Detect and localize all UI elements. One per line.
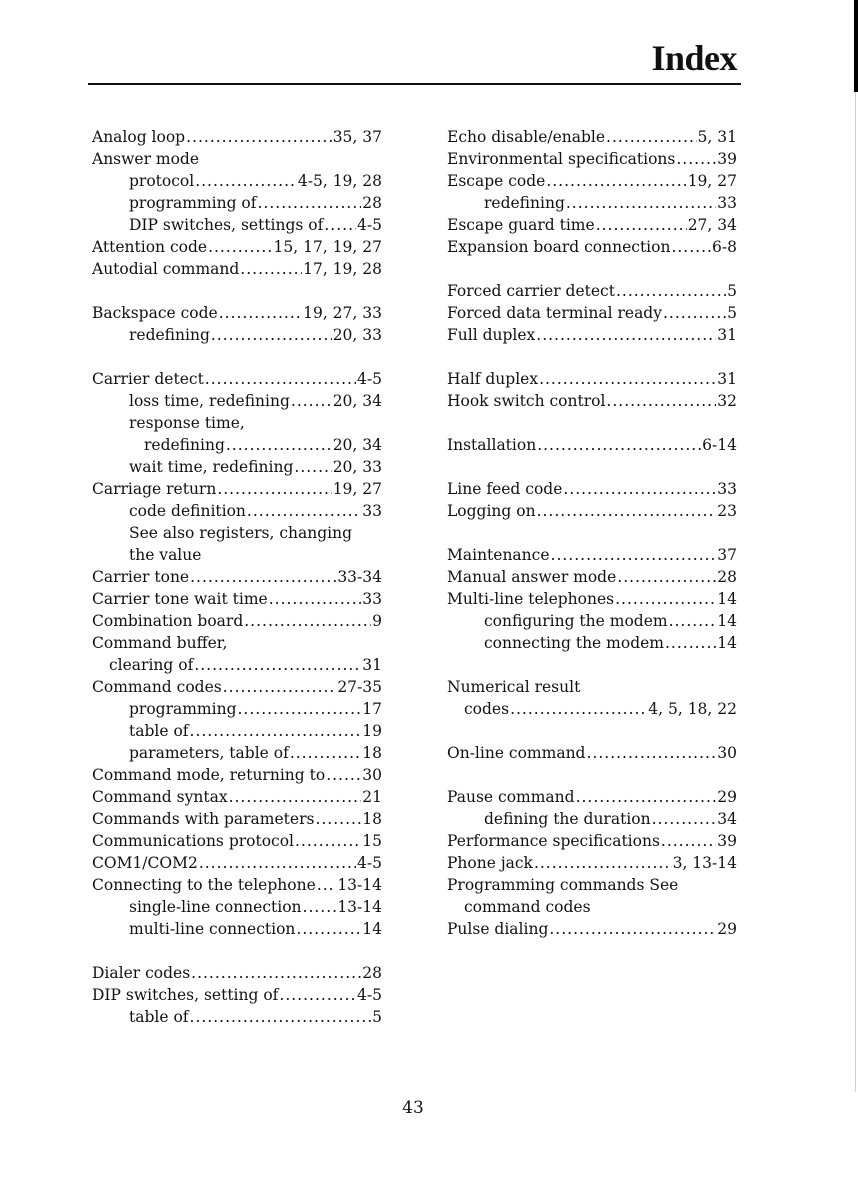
entry-pages: 21 — [362, 788, 382, 806]
leader-dots — [606, 126, 697, 148]
entry-pages: 19 — [362, 722, 382, 740]
entry-pages: 28 — [717, 568, 737, 586]
index-entry — [447, 170, 737, 192]
leader-dots — [534, 852, 672, 874]
index-subentry — [92, 390, 382, 412]
entry-pages: 32 — [717, 392, 737, 410]
index-entry — [447, 500, 737, 522]
index-entry — [447, 830, 737, 852]
entry-pages: 37 — [717, 546, 737, 564]
index-entry — [92, 764, 382, 786]
leader-dots — [563, 478, 716, 500]
leader-dots — [190, 566, 336, 588]
group-gap — [92, 940, 382, 962]
leader-dots — [223, 676, 337, 698]
entry-pages: 33 — [717, 480, 737, 498]
entry-pages: 4, 5, 18, 22 — [648, 700, 737, 718]
entry-pages: 4-5 — [357, 854, 382, 872]
leader-dots — [294, 456, 331, 478]
entry-term: Analog loop — [92, 128, 186, 146]
index-entry — [92, 676, 382, 698]
leader-dots — [226, 434, 332, 456]
page-number: 43 — [402, 1098, 424, 1118]
entry-pages: 15, 17, 19, 27 — [273, 238, 382, 256]
group-gap — [92, 346, 382, 368]
entry-term: codes — [464, 700, 510, 718]
entry-term: Attention code — [92, 238, 208, 256]
index-entry — [447, 478, 737, 500]
entry-pages: 33 — [362, 502, 382, 520]
index-subentry — [92, 742, 382, 764]
leader-dots — [244, 610, 371, 632]
index-subentry — [447, 632, 737, 654]
index-subentry — [447, 896, 737, 918]
index-subentry — [447, 808, 737, 830]
leader-dots — [652, 808, 717, 830]
leader-dots — [190, 1006, 372, 1028]
header-rule — [88, 83, 741, 85]
leader-dots — [586, 742, 716, 764]
index-entry — [92, 632, 382, 654]
index-entry — [92, 786, 382, 808]
entry-pages: 31 — [362, 656, 382, 674]
index-entry — [447, 324, 737, 346]
leader-dots — [186, 126, 332, 148]
entry-term: multi-line connection — [129, 920, 296, 938]
entry-term: parameters, table of — [129, 744, 289, 762]
index-subentry — [92, 456, 382, 478]
index-entry — [92, 874, 382, 896]
index-subentry — [92, 412, 382, 434]
entry-pages: 20, 33 — [332, 458, 382, 476]
index-entry — [447, 434, 737, 456]
index-entry — [447, 852, 737, 874]
entry-term: command codes — [464, 898, 591, 916]
index-subentry — [92, 500, 382, 522]
entry-term: configuring the modem — [484, 612, 668, 630]
entry-pages: 9 — [372, 612, 382, 630]
leader-dots — [661, 830, 716, 852]
index-entry — [92, 258, 382, 280]
entry-pages: 17, 19, 28 — [303, 260, 382, 278]
group-gap — [447, 456, 737, 478]
entry-pages: 6-8 — [712, 238, 737, 256]
leader-dots — [190, 720, 362, 742]
index-entry — [447, 544, 737, 566]
leader-dots — [247, 500, 361, 522]
entry-term: DIP switches, setting of — [92, 986, 279, 1004]
leader-dots — [324, 214, 356, 236]
index-entry — [447, 236, 737, 258]
entry-pages: 14 — [717, 590, 737, 608]
entry-pages: 19, 27 — [687, 172, 737, 190]
entry-pages: 14 — [362, 920, 382, 938]
entry-term: Pause command — [447, 788, 575, 806]
leader-dots — [663, 302, 726, 324]
leader-dots — [195, 170, 297, 192]
entry-pages: 18 — [362, 810, 382, 828]
entry-term: Environmental specifications — [447, 150, 676, 168]
leader-dots — [199, 852, 356, 874]
entry-pages: 23 — [717, 502, 737, 520]
leader-dots — [676, 148, 716, 170]
index-subentry — [92, 654, 382, 676]
entry-term: loss time, redefining — [129, 392, 290, 410]
entry-pages: 13-14 — [337, 876, 382, 894]
index-entry — [92, 126, 382, 148]
index-entry — [447, 874, 737, 896]
entry-term: redefining — [129, 326, 210, 344]
index-entry — [447, 676, 737, 698]
entry-term: Forced carrier detect — [447, 282, 615, 300]
entry-term: Command buffer, — [92, 634, 228, 652]
index-subentry — [92, 214, 382, 236]
entry-term: response time, — [129, 414, 245, 432]
entry-term: Carrier detect — [92, 370, 204, 388]
group-gap — [447, 258, 737, 280]
leader-dots — [551, 544, 717, 566]
index-subentry — [447, 610, 737, 632]
entry-term: Hook switch control — [447, 392, 606, 410]
entry-pages: 30 — [362, 766, 382, 784]
index-entry — [447, 566, 737, 588]
entry-term: table of — [129, 1008, 189, 1026]
entry-term: Expansion board connection — [447, 238, 671, 256]
entry-term: Numerical result — [447, 678, 581, 696]
entry-term: Forced data terminal ready — [447, 304, 662, 322]
leader-dots — [194, 654, 361, 676]
entry-pages: 35, 37 — [332, 128, 382, 146]
entry-term: Escape guard time — [447, 216, 595, 234]
index-entry — [447, 214, 737, 236]
leader-dots — [238, 698, 362, 720]
index-entry — [92, 852, 382, 874]
index-entry — [92, 148, 382, 170]
index-entry — [447, 390, 737, 412]
index-subentry — [92, 170, 382, 192]
index-entry — [92, 962, 382, 984]
entry-pages: 39 — [717, 150, 737, 168]
index-entry — [447, 588, 737, 610]
entry-term: Commands with parameters — [92, 810, 315, 828]
entry-pages: 5 — [372, 1008, 382, 1026]
entry-term: On-line command — [447, 744, 586, 762]
index-entry — [447, 918, 737, 940]
entry-pages: 29 — [717, 788, 737, 806]
entry-term: Multi-line telephones — [447, 590, 615, 608]
entry-pages: 29 — [717, 920, 737, 938]
entry-term: COM1/COM2 — [92, 854, 198, 872]
page-edge-line — [855, 92, 856, 1092]
index-entry — [92, 984, 382, 1006]
entry-pages: 18 — [362, 744, 382, 762]
index-entry — [92, 566, 382, 588]
leader-dots — [295, 830, 361, 852]
entry-pages: 20, 33 — [332, 326, 382, 344]
entry-pages: 30 — [717, 744, 737, 762]
entry-term: connecting the modem — [484, 634, 664, 652]
leader-dots — [566, 192, 716, 214]
entry-pages: 4-5 — [357, 370, 382, 388]
index-entry — [447, 742, 737, 764]
entry-term: Dialer codes — [92, 964, 191, 982]
leader-dots — [536, 324, 716, 346]
entry-term: Installation — [447, 436, 537, 454]
entry-term: single-line connection — [129, 898, 302, 916]
index-entry — [92, 368, 382, 390]
leader-dots — [576, 786, 717, 808]
entry-pages: 31 — [717, 326, 737, 344]
leader-dots — [596, 214, 687, 236]
entry-pages: 20, 34 — [332, 436, 382, 454]
index-column-left — [92, 126, 382, 1028]
entry-pages: 5, 31 — [697, 128, 737, 146]
entry-pages: 15 — [362, 832, 382, 850]
index-subentry — [92, 522, 382, 544]
entry-term: table of — [129, 722, 189, 740]
index-entry — [92, 302, 382, 324]
leader-dots — [315, 808, 361, 830]
entry-term: protocol — [129, 172, 195, 190]
entry-pages: 20, 34 — [332, 392, 382, 410]
index-entry — [447, 148, 737, 170]
page-title: Index — [651, 38, 737, 78]
entry-term: the value — [129, 546, 202, 564]
entry-pages: 19, 27 — [332, 480, 382, 498]
index-subentry — [92, 434, 382, 456]
entry-term: Logging on — [447, 502, 536, 520]
leader-dots — [615, 588, 716, 610]
entry-term: Backspace code — [92, 304, 218, 322]
leader-dots — [229, 786, 362, 808]
entry-term: Echo disable/enable — [447, 128, 606, 146]
group-gap — [92, 280, 382, 302]
index-subentry — [92, 720, 382, 742]
leader-dots — [296, 918, 361, 940]
leader-dots — [617, 566, 716, 588]
entry-pages: 5 — [727, 304, 737, 322]
leader-dots — [240, 258, 302, 280]
entry-pages: 31 — [717, 370, 737, 388]
leader-dots — [279, 984, 356, 1006]
leader-dots — [669, 610, 717, 632]
entry-term: redefining — [484, 194, 565, 212]
entry-term: Pulse dialing — [447, 920, 549, 938]
entry-term: Manual answer mode — [447, 568, 617, 586]
entry-term: code definition — [129, 502, 246, 520]
leader-dots — [665, 632, 716, 654]
leader-dots — [205, 368, 356, 390]
entry-term: programming of — [129, 194, 257, 212]
entry-pages: 28 — [362, 194, 382, 212]
entry-term: Half duplex — [447, 370, 539, 388]
page-edge-bar — [854, 0, 858, 92]
leader-dots — [217, 478, 331, 500]
leader-dots — [191, 962, 361, 984]
entry-term: Escape code — [447, 172, 546, 190]
leader-dots — [219, 302, 302, 324]
index-entry — [447, 126, 737, 148]
entry-pages: 4-5 — [357, 216, 382, 234]
entry-term: Command mode, returning to — [92, 766, 326, 784]
group-gap — [447, 720, 737, 742]
entry-pages: 4-5, 19, 28 — [297, 172, 382, 190]
entry-term: Communications protocol — [92, 832, 295, 850]
entry-term: Carriage return — [92, 480, 217, 498]
leader-dots — [549, 918, 716, 940]
entry-pages: 17 — [362, 700, 382, 718]
group-gap — [447, 346, 737, 368]
index-subentry — [92, 192, 382, 214]
entry-term: Combination board — [92, 612, 244, 630]
index-entry — [92, 808, 382, 830]
entry-term: Connecting to the telephone — [92, 876, 316, 894]
index-subentry — [92, 896, 382, 918]
entry-term: defining the duration — [484, 810, 651, 828]
entry-term: programming — [129, 700, 237, 718]
group-gap — [447, 522, 737, 544]
entry-term: wait time, redefining — [129, 458, 294, 476]
index-entry — [447, 786, 737, 808]
leader-dots — [616, 280, 726, 302]
entry-pages: 28 — [362, 964, 382, 982]
leader-dots — [539, 368, 716, 390]
entry-term: See also registers, changing — [129, 524, 353, 542]
entry-term: Maintenance — [447, 546, 550, 564]
leader-dots — [326, 764, 361, 786]
index-subentry — [447, 192, 737, 214]
leader-dots — [546, 170, 686, 192]
entry-pages: 33 — [362, 590, 382, 608]
entry-pages: 27, 34 — [687, 216, 737, 234]
index-entry — [447, 302, 737, 324]
leader-dots — [537, 500, 717, 522]
index-column-right — [447, 126, 737, 940]
entry-term: redefining — [144, 436, 225, 454]
index-subentry — [92, 1006, 382, 1028]
entry-pages: 19, 27, 33 — [303, 304, 382, 322]
index-subentry — [92, 698, 382, 720]
leader-dots — [211, 324, 332, 346]
leader-dots — [671, 236, 711, 258]
entry-pages: 4-5 — [357, 986, 382, 1004]
entry-term: Answer mode — [92, 150, 200, 168]
index-entry — [92, 588, 382, 610]
leader-dots — [537, 434, 701, 456]
index-entry — [447, 368, 737, 390]
index-entry — [92, 610, 382, 632]
leader-dots — [290, 742, 361, 764]
index-entry — [92, 478, 382, 500]
leader-dots — [208, 236, 272, 258]
entry-pages: 33-34 — [337, 568, 382, 586]
leader-dots — [317, 874, 337, 896]
entry-pages: 13-14 — [337, 898, 382, 916]
leader-dots — [606, 390, 716, 412]
leader-dots — [510, 698, 647, 720]
entry-term: Command syntax — [92, 788, 228, 806]
index-entry — [447, 280, 737, 302]
index-subentry — [92, 324, 382, 346]
index-entry — [92, 830, 382, 852]
entry-pages: 34 — [717, 810, 737, 828]
entry-pages: 14 — [717, 612, 737, 630]
entry-term: Phone jack — [447, 854, 533, 872]
entry-term: Performance specifications — [447, 832, 660, 850]
entry-term: Full duplex — [447, 326, 536, 344]
entry-pages: 3, 13-14 — [672, 854, 737, 872]
entry-pages: 27-35 — [337, 678, 382, 696]
entry-term: Carrier tone wait time — [92, 590, 268, 608]
entry-term: Command codes — [92, 678, 222, 696]
group-gap — [447, 654, 737, 676]
leader-dots — [258, 192, 362, 214]
leader-dots — [269, 588, 362, 610]
entry-term: clearing of — [109, 656, 194, 674]
index-subentry — [92, 918, 382, 940]
entry-pages: 33 — [717, 194, 737, 212]
index-entry — [92, 236, 382, 258]
entry-term: Programming commands See — [447, 876, 679, 894]
entry-term: Line feed code — [447, 480, 563, 498]
leader-dots — [303, 896, 337, 918]
entry-pages: 39 — [717, 832, 737, 850]
index-subentry — [447, 698, 737, 720]
entry-pages: 5 — [727, 282, 737, 300]
group-gap — [447, 764, 737, 786]
leader-dots — [291, 390, 332, 412]
entry-term: Carrier tone — [92, 568, 190, 586]
group-gap — [447, 412, 737, 434]
entry-term: DIP switches, settings of — [129, 216, 324, 234]
index-subentry — [92, 544, 382, 566]
entry-term: Autodial command — [92, 260, 240, 278]
entry-pages: 6-14 — [702, 436, 737, 454]
entry-pages: 14 — [717, 634, 737, 652]
